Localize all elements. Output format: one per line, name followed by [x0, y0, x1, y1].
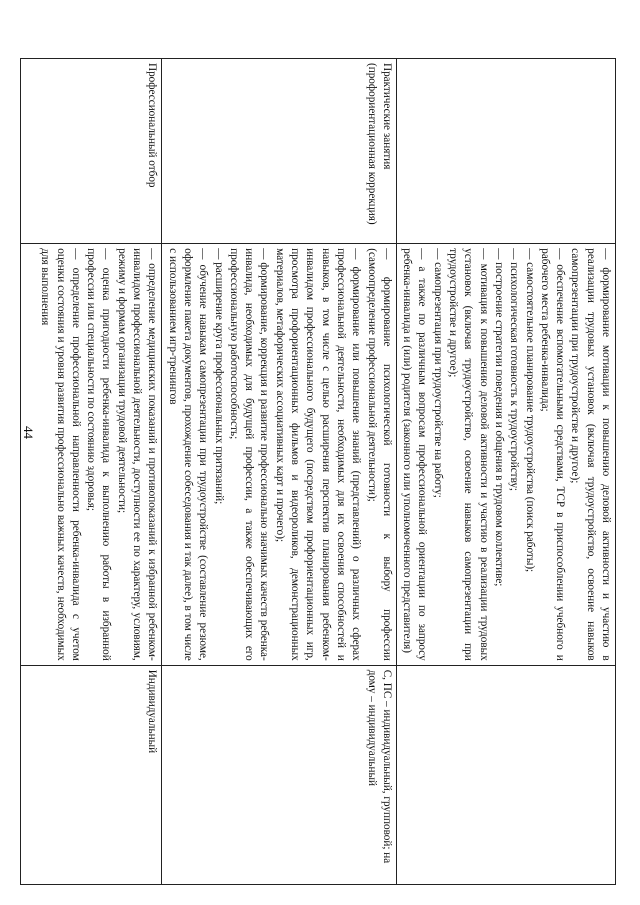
list-item: — оценка пригодности ребенка-инвалида к выполнению работы в избранной профессии или специальности по состоянию здоровья;: [85, 248, 113, 661]
table-row: [162, 59, 396, 885]
form-cell: С, ПС – индивидуальный, групповой; на дому – индивидуальный: [162, 665, 396, 884]
form-cell: Индивидуальный: [21, 665, 162, 884]
rotated-page-content: [39, 58, 616, 885]
list-item: — формирование, коррекция и развитие профессионально значимых качеств ребенка-инвалида, необходимых для будущей профессии, а также обеспечивающих его профессиональную работоспособность;: [227, 248, 271, 661]
list-item: — определение профессиональной направленности ребенка-инвалида с учетом оценки состояния и уровня развития профессионально важных качеств, необходимых для выполнения: [39, 248, 82, 661]
page-number: 44: [21, 426, 36, 439]
list-item: — определение медицинских показаний и противопоказаний к избранной ребенком-инвалидом профессиональной деятельности, доступности ее по характеру, условиям, режиму и формам организации трудовой деятельности;: [115, 248, 159, 661]
list-item: — расширение круга профессиональных притязаний;: [212, 248, 225, 505]
list-item: — самостоятельное планирование трудоустройства (поиск работы);: [523, 248, 536, 573]
table-row: [396, 59, 615, 885]
list-item: — мотивация к повышению деловой активности и участию в реализации трудовых установок (включая трудоустройство, освоение навыков самопрезентации при трудоустройстве и другое);: [447, 248, 490, 661]
list-item: — самопрезентация при трудоустройстве на работу;: [431, 248, 444, 498]
list-item: — обучение навыкам самопрезентации при трудоустройстве (составление резюме, оформление пакета документов, прохождение собеседования и так далее), в том числе с использованием игр-тренингов: [166, 248, 210, 661]
list-item: — построение стратегии поведения и общения в трудовом коллективе;: [492, 248, 505, 587]
list-item: — формирование мотивации к повышению деловой активности и участию в реализации трудовых установок (включая трудоустройство, освоение навыков самопрезентации при трудоустройстве и другое);: [569, 248, 612, 661]
measure-type-cell: Практические занятия (профориентационная коррекция): [162, 59, 396, 244]
measure-type-cell: Профессиональный отбор: [21, 59, 162, 244]
measure-type-cell: [396, 59, 615, 244]
list-item: — психологическая готовность к трудоустройству;: [508, 248, 521, 492]
rehabilitation-measures-table: [20, 58, 616, 885]
list-item: — формирование психологической готовности к выбору профессии (самоопределение профессиональной деятельности);: [365, 248, 393, 661]
measure-content-cell: [162, 244, 396, 666]
measure-content-cell: [21, 244, 162, 666]
list-item: — а также по различным вопросам профессиональной ориентации по запросу ребенка-инвалида и (или) родителя (законного или уполномоченного представителя): [401, 248, 429, 661]
form-cell: [396, 665, 615, 884]
list-item: — обеспечение вспомогательными средствами, ТСР в приспособлении учебного и рабочего места ребенка-инвалида;: [538, 248, 567, 661]
measure-content-cell: [396, 244, 615, 666]
table-row: [21, 59, 162, 885]
list-item: — формирование или повышение знаний (представлений) о различных сферах профессиональной деятельности, необходимых для их освоения способностей и навыков, в том числе с целью расширения перспектив планирования ребенком-инвалидом профессионального будущего (посредством профориентационных игр, просмотра профориентационных фильмов и видеороликов, демонстрационных материалов, метафорических ассоциативных карт и прочего);: [273, 248, 363, 661]
